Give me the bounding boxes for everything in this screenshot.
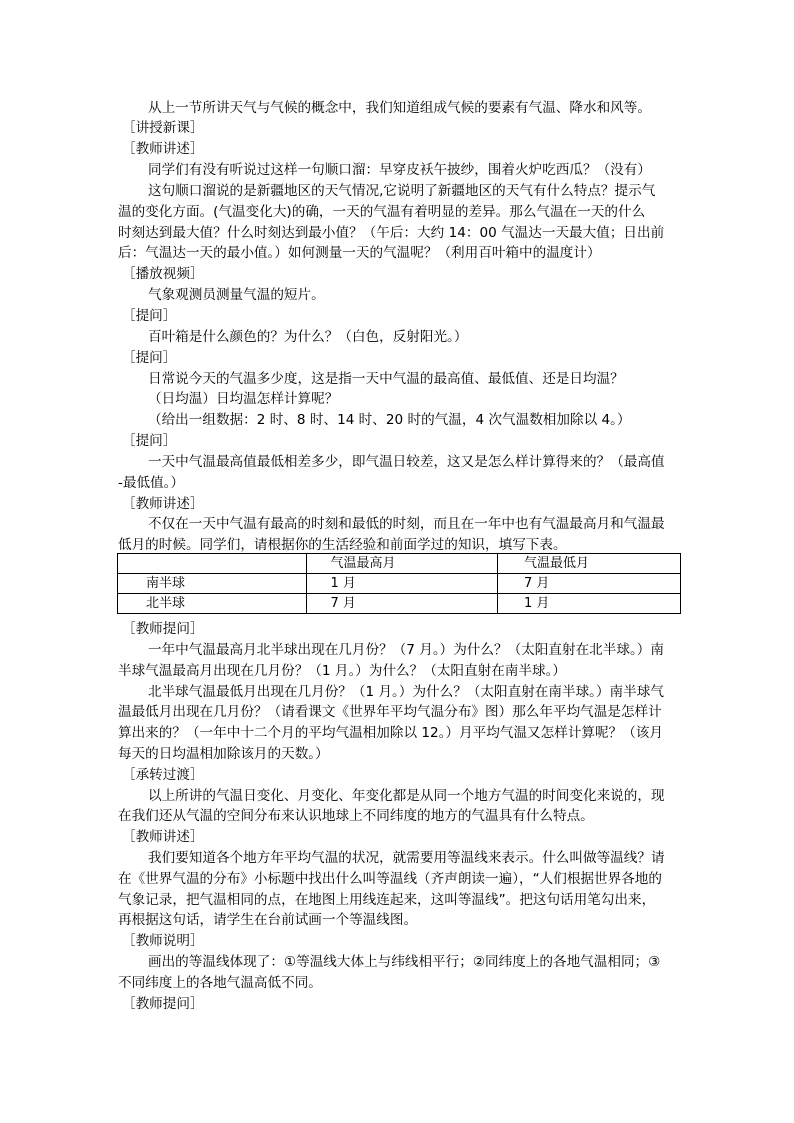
section-label-transition: ［承转过渡］ [122,767,204,783]
table-cell: 7 月 [497,574,680,594]
paragraph-line: 半球气温最高月出现在几月份？（1 月。）为什么？（太阳直射在南半球。） [118,663,566,679]
paragraph-line: 再根据这句话，请学生在台前试画一个等温线图。 [118,912,418,928]
paragraph-line: 气象记录，把气温相同的点，在地图上用线连起来，这叫等温线”。把这句话用笔勾出来， [118,892,656,908]
paragraph-line: （日均温）日均温怎样计算呢？ [148,391,339,407]
paragraph-line: -最低值。） [118,475,185,491]
table-header-row [118,554,681,574]
section-label-question: ［提问］ [122,433,177,449]
paragraph-line: 算出来的？（一年中十二个月的平均气温相加除以 12。）月平均气温又怎样计算呢？（该月 [118,725,663,741]
section-label-teacher-talk: ［教师讲述］ [122,829,204,845]
paragraph-line: 日常说今天的气温多少度，这是指一天中气温的最高值、最低值、还是日均温？ [148,371,624,387]
table-header-cell: 气温最高月 [306,554,497,574]
table-row [118,574,681,594]
paragraph-line: 温最低月出现在几月份？（请看课文《世界年平均气温分布》图）那么年平均气温是怎样计 [118,704,662,720]
table-row [118,594,681,614]
paragraph-line: 不仅在一天中气温有最高的时刻和最低的时刻，而且在一年中也有气温最高月和气温最 [148,516,665,532]
table-cell: 7 月 [306,594,497,614]
section-label-new-lesson: ［讲授新课］ [122,120,204,136]
paragraph-line: 同学们有没有听说过这样一句顺口溜：早穿皮袄午披纱，围着火炉吃西瓜？（没有） [148,162,651,178]
paragraph-line: 一年中气温最高月北半球出现在几月份？（7 月。）为什么？（太阳直射在北半球。）南 [148,642,664,658]
paragraph-line: 在《世界气温的分布》小标题中找出什么叫等温线（齐声朗读一遍），“人们根据世界各地的 [118,871,662,887]
section-label-teacher-question: ［教师提问］ [122,996,204,1012]
paragraph-line: 后：气温达一天的最小值。）如何测量一天的气温呢？（利用百叶箱中的温度计） [118,245,601,261]
paragraph-line: （给出一组数据：2 时、8 时、14 时、20 时的气温，4 次气温数相加除以 4。） [148,412,631,428]
table-cell-hemisphere: 南半球 [118,574,307,594]
paragraph-line: 温的变化方面。(气温变化大)的确，一天的气温有着明显的差异。那么气温在一天的什么 [118,204,646,220]
section-label-video: ［播放视频］ [122,266,204,282]
section-label-teacher-talk: ［教师讲述］ [122,496,204,512]
paragraph-line: 每天的日均温相加除该月的天数。） [118,746,329,762]
table-cell-hemisphere: 北半球 [118,594,307,614]
paragraph-line: 我们要知道各个地方年平均气温的状况，就需要用等温线来表示。什么叫做等温线？请 [148,850,665,866]
paragraph-line: 百叶箱是什么颜色的？为什么？（白色，反射阳光。） [148,329,468,345]
paragraph-line: 以上所讲的气温日变化、月变化、年变化都是从同一个地方气温的时间变化来说的，现 [148,788,665,804]
paragraph-line: 画出的等温线体现了：①等温线大体上与纬线相平行；②同纬度上的各地气温相同；③ [148,954,661,970]
paragraph-line: 这句顺口溜说的是新疆地区的天气情况,它说明了新疆地区的天气有什么特点？提示气 [148,183,656,199]
section-label-question: ［提问］ [122,350,177,366]
table-header-cell: 气温最低月 [497,554,680,574]
temperature-table [117,553,681,614]
paragraph-line: 一天中气温最高值最低相差多少，即气温日较差，这又是怎么样计算得来的？（最高值 [148,454,665,470]
section-label-teacher-talk: ［教师讲述］ [122,141,204,157]
table-cell: 1 月 [497,594,680,614]
paragraph-line: 不同纬度上的各地气温高低不同。 [118,975,322,991]
intro-paragraph: 从上一节所讲天气与气候的概念中，我们知道组成气候的要素有气温、降水和风等。 [148,100,651,116]
paragraph-line: 时刻达到最大值？什么时刻达到最小值？（午后：大约 14：00 气温达一天最大值；日出前 [118,225,665,241]
section-label-question: ［提问］ [122,308,177,324]
table-cell: 1 月 [306,574,497,594]
paragraph-line: 北半球气温最低月出现在几月份？（1 月。）为什么？（太阳直射在南半球。）南半球气 [148,684,664,700]
paragraph-line: 低月的时候。同学们，请根据你的生活经验和前面学过的知识，填写下表。 [118,537,567,553]
section-label-teacher-question: ［教师提问］ [122,621,204,637]
table-header-cell [118,554,307,574]
section-label-teacher-explain: ［教师说明］ [122,933,204,949]
paragraph-line: 在我们还从气温的空间分布来认识地球上不同纬度的地方的气温具有什么特点。 [118,808,594,824]
paragraph-line: 气象观测员测量气温的短片。 [148,287,325,303]
